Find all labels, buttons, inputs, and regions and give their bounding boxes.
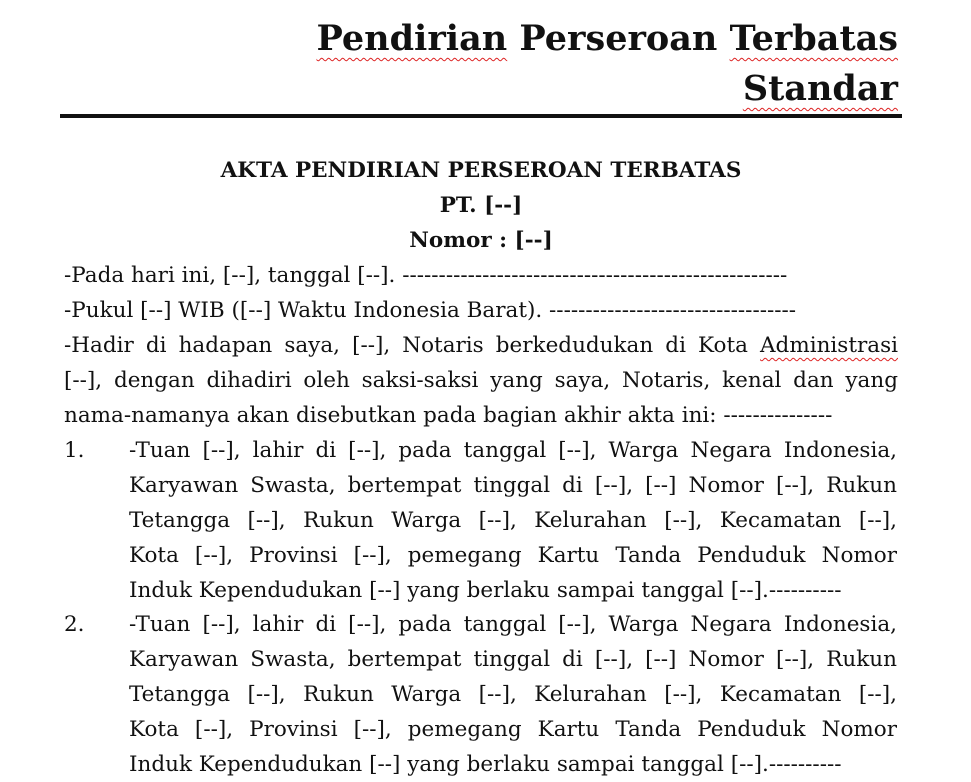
list-item-number: 2. <box>64 612 85 637</box>
notary-line-1-administrasi: Administrasi <box>760 333 898 358</box>
number-heading: Nomor : [--] <box>409 228 553 253</box>
list-item-line: -Tuan [--], lahir di [--], pada tanggal [--], Warga Negara Indonesia, <box>129 438 897 463</box>
document-title <box>198 14 898 114</box>
paragraph-notary-line-3: nama-namanya akan disebutkan pada bagian akhir akta ini: --------------- <box>64 403 833 428</box>
paragraph-notary-line-2: [--], dengan dihadiri oleh saksi-saksi yang saya, Notaris, kenal dan yang <box>64 368 898 393</box>
title-word-terbatas: Terbatas <box>729 18 898 59</box>
title-word-standar: Standar <box>742 68 898 109</box>
title-divider <box>60 114 902 118</box>
deed-heading: AKTA PENDIRIAN PERSEROAN TERBATAS <box>220 158 742 183</box>
notary-line-1-text: -Hadir di hadapan saya, [--], Notaris berkedudukan di Kota <box>64 333 748 358</box>
title-line-2 <box>198 64 898 114</box>
title-word-pendirian: Pendirian <box>316 18 508 59</box>
list-item-number: 1. <box>64 438 85 463</box>
list-item-line: Induk Kependudukan [--] yang berlaku sampai tanggal [--].---------- <box>129 578 842 603</box>
paragraph-notary-line-1 <box>64 329 898 363</box>
list-item-line: -Tuan [--], lahir di [--], pada tanggal [--], Warga Negara Indonesia, <box>129 612 897 637</box>
title-line-1 <box>198 14 898 64</box>
list-item-line: Karyawan Swasta, bertempat tinggal di [--], [--] Nomor [--], Rukun <box>129 473 897 498</box>
company-heading: PT. [--] <box>439 193 523 218</box>
list-item-line: Tetangga [--], Rukun Warga [--], Kelurahan [--], Kecamatan [--], <box>129 682 897 707</box>
list-item-line: Kota [--], Provinsi [--], pemegang Kartu Tanda Penduduk Nomor <box>129 717 897 742</box>
list-item-line: Karyawan Swasta, bertempat tinggal di [--], [--] Nomor [--], Rukun <box>129 647 897 672</box>
paragraph-date: -Pada hari ini, [--], tanggal [--]. ----------------------------------------------------- <box>64 263 788 288</box>
list-item-line: Kota [--], Provinsi [--], pemegang Kartu Tanda Penduduk Nomor <box>129 543 897 568</box>
list-item-line: Tetangga [--], Rukun Warga [--], Kelurahan [--], Kecamatan [--], <box>129 508 897 533</box>
list-item-line: Induk Kependudukan [--] yang berlaku sampai tanggal [--].---------- <box>129 752 842 777</box>
paragraph-time: -Pukul [--] WIB ([--] Waktu Indonesia Barat). ---------------------------------- <box>64 298 797 323</box>
title-word-perseroan: Perseroan <box>519 18 718 59</box>
